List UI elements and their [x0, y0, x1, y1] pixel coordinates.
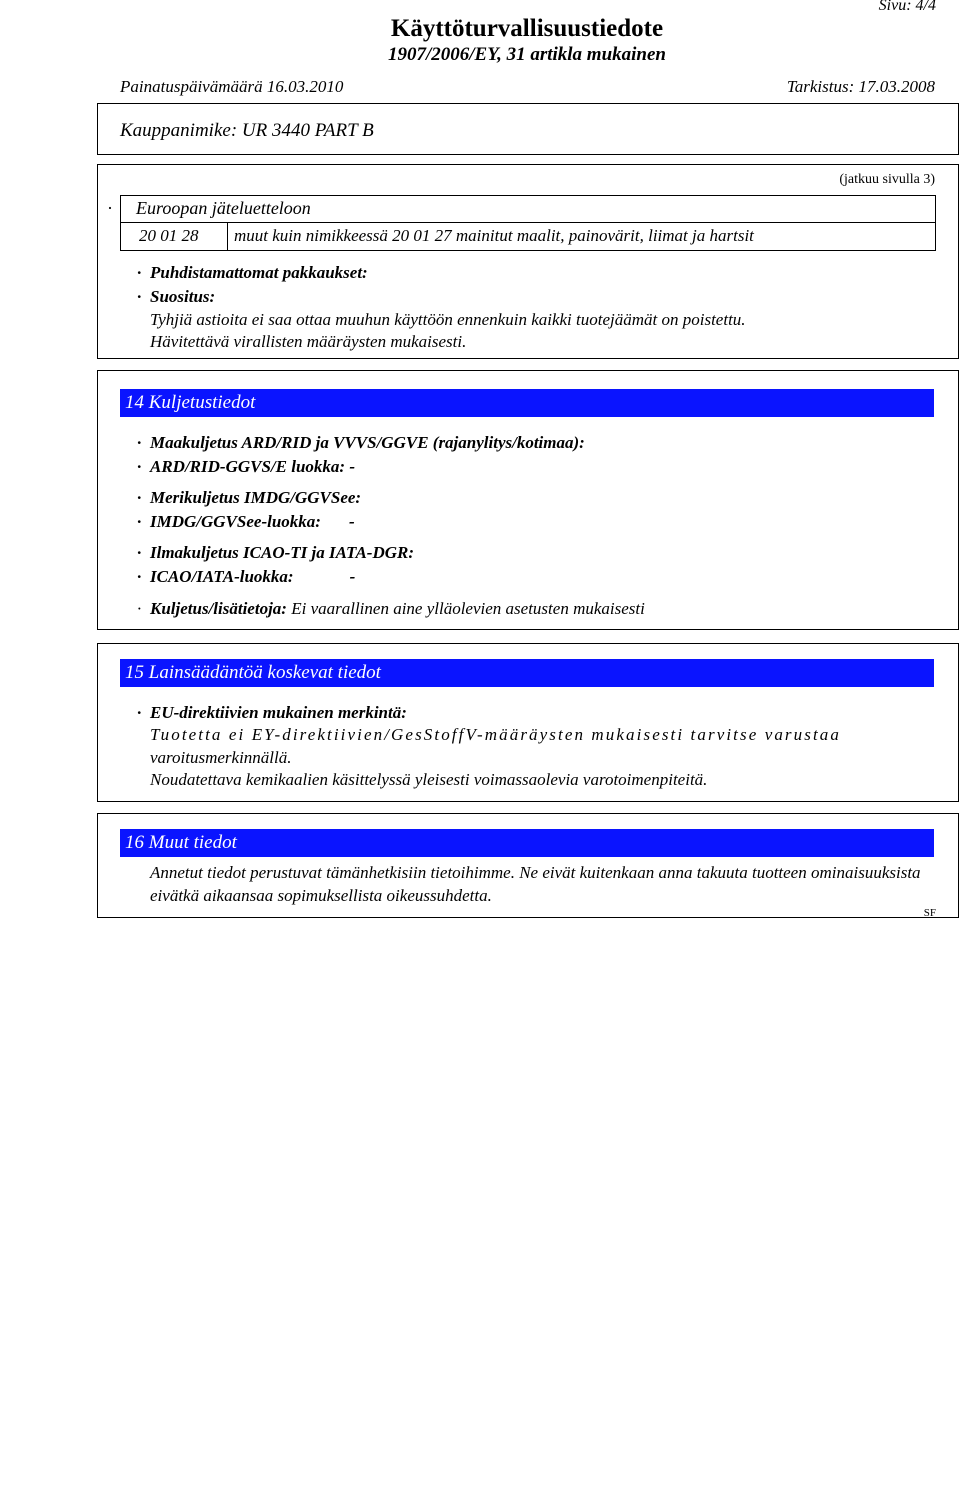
eu-labelling-text-1: Tuotetta ei EY-direktiivien/GesStoffV-määräysten mukaisesti tarvitse varustaa — [150, 725, 841, 744]
eu-labelling-heading: · EU-direktiivien mukainen merkintä: — [137, 703, 407, 722]
land-class-row: · ARD/RID-GGVS/E luokka: - — [137, 457, 355, 476]
recommendation-text-2: Hävitettävä virallisten määräysten mukaisesti. — [150, 332, 467, 351]
recommendation-text-1: Tyhjiä astioita ei saa ottaa muuhun käyttöön ennenkuin kaikki tuotejäämät on poistettu. — [150, 310, 746, 329]
print-date: Painatuspäivämäärä 16.03.2010 — [120, 77, 344, 96]
document-subtitle: 1907/2006/EY, 31 artikla mukainen — [387, 44, 666, 65]
table-row — [121, 222, 935, 250]
other-info-text: Annetut tiedot perustuvat tämänhetkisiin tietoihimme. Ne eivät kuitenkaan anna takuuta tuotteen ominaisuuksista eivätkä aikaansaa sopimuksellista oikeussuhdetta. — [150, 863, 921, 905]
recommendation-heading: · Suositus: — [137, 287, 216, 306]
page-number: Sivu: 4/4 — [878, 0, 936, 14]
waste-code: 20 01 28 — [139, 226, 199, 245]
section-15-header — [120, 659, 934, 687]
bullet: · — [107, 198, 113, 218]
column-divider — [227, 223, 228, 250]
waste-list-table — [107, 195, 936, 251]
document-title: Käyttöturvallisuustiedote — [390, 15, 664, 42]
trade-name: Kauppanimike: UR 3440 PART B — [120, 120, 374, 141]
air-class-value: - — [349, 567, 356, 586]
air-transport-heading: · Ilmakuljetus ICAO-TI ja IATA-DGR: — [137, 543, 415, 562]
revision-date: Tarkistus: 17.03.2008 — [786, 77, 935, 96]
continued-note: (jatkuu sivulla 3) — [839, 172, 935, 187]
section-14-header — [120, 389, 934, 417]
land-class-value: - — [349, 457, 355, 476]
air-class-row: · ICAO/IATA-luokka: - — [137, 567, 356, 586]
section-16-title: 16 Muut tiedot — [125, 832, 237, 853]
section-16-header — [120, 829, 934, 857]
section-15-title: 15 Lainsäädäntöä koskevat tiedot — [125, 662, 381, 683]
eu-labelling-text-2: varoitusmerkinnällä. — [150, 748, 292, 767]
sea-class-row: · IMDG/GGVSee-luokka: - — [137, 512, 355, 531]
eu-labelling-text-3: Noudatettava kemikaalien käsittelyssä yleisesti voimassaolevia varotoimenpiteitä. — [150, 770, 708, 789]
waste-description: muut kuin nimikkeessä 20 01 27 mainitut maalit, painovärit, liimat ja hartsit — [234, 226, 754, 245]
waste-list-heading: Euroopan jäteluetteloon — [136, 198, 311, 218]
language-code: SF — [923, 907, 936, 919]
sea-transport-heading: · Merikuljetus IMDG/GGVSee: — [137, 488, 362, 507]
transport-extra-value: Ei vaarallinen aine ylläolevien asetusten mukaisesti — [291, 599, 645, 618]
transport-extra-label: Kuljetus/lisätietoja: — [150, 599, 287, 618]
transport-extra-row: · Kuljetus/lisätietoja: Ei vaarallinen aine ylläolevien asetusten mukaisesti — [137, 599, 645, 618]
packaging-heading: · Puhdistamattomat pakkaukset: — [137, 263, 368, 282]
sea-class-value: - — [348, 512, 355, 531]
section-14-title: 14 Kuljetustiedot — [125, 392, 256, 413]
land-transport-heading: · Maakuljetus ARD/RID ja VVVS/GGVE (rajanylitys/kotimaa): — [137, 433, 585, 452]
